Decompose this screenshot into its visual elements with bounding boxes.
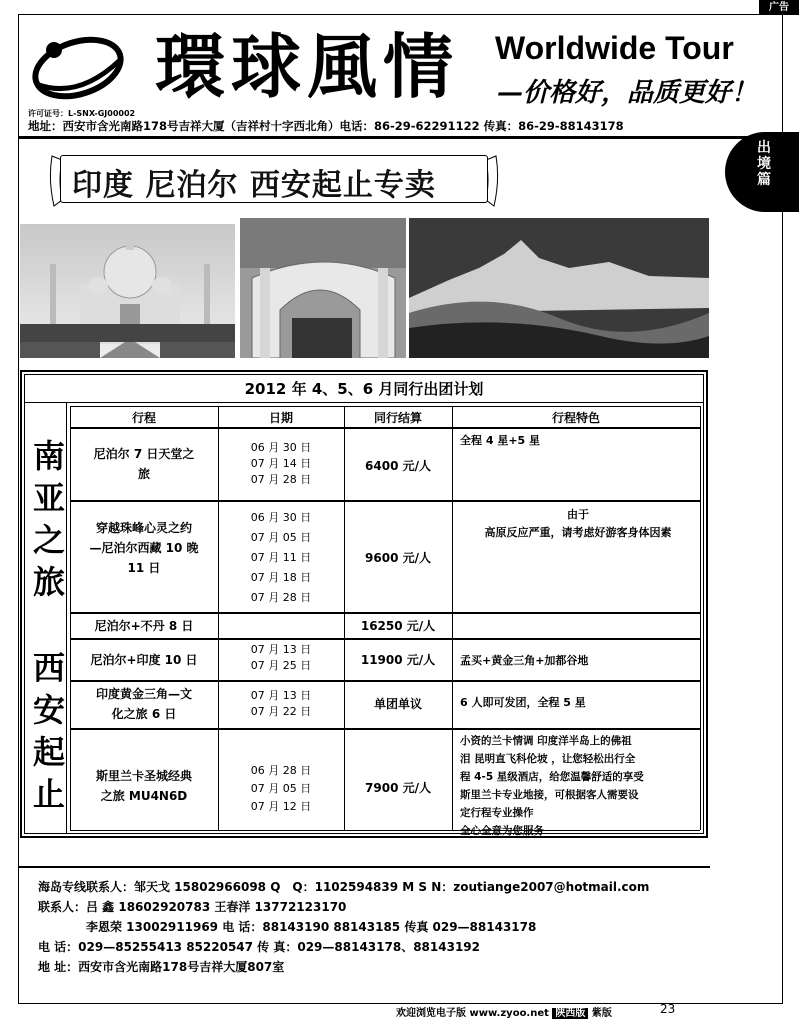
date-line: 07 月 18 日 — [250, 571, 312, 584]
grid-line — [24, 402, 704, 403]
brand-name: 環球風情 — [155, 25, 459, 108]
feature-line: 程 4-5 星级酒店，给您温馨舒适的享受 — [460, 771, 644, 783]
header-divider — [18, 136, 783, 139]
table-title: 2012 年 4、5、6 月同行出团计划 — [244, 380, 484, 398]
date-line: 07 月 25 日 — [250, 659, 312, 672]
route-cell — [74, 766, 214, 806]
price-cell: 16250 元/人 — [360, 619, 436, 633]
feature-line: 6 人即可发团，全程 5 星 — [460, 696, 586, 709]
slogan: —价格好，品质更好！ — [497, 78, 758, 108]
footer-website: 欢迎浏览电子版 www.zyoo.net — [396, 1008, 549, 1019]
route-line: 之旅 MU4N6D — [100, 789, 188, 803]
contact-line: 李恩荣 13002911969 电 话：88143190 88143185 传真 029—88143178 — [38, 920, 537, 934]
side-label-char: 止 — [32, 775, 65, 813]
grid-line — [66, 402, 67, 834]
ad-tag: 广告 — [759, 0, 799, 15]
side-label-char: 安 — [32, 691, 65, 729]
route-line: 旅 — [137, 467, 150, 481]
page-number: 23 — [660, 1002, 676, 1016]
route-cell — [74, 518, 214, 578]
banner-title: 印度 尼泊尔 西安起止专卖 — [72, 168, 436, 203]
date-line: 07 月 13 日 — [250, 689, 312, 702]
section-tab — [725, 132, 799, 212]
contact-line: 海岛专线联系人：邹天戈 15802966098 Q Q：1102594839 M S N：zoutiange2007@hotmail.com — [38, 880, 650, 894]
route-cell — [74, 650, 214, 670]
date-line: 06 月 30 日 — [250, 441, 312, 454]
date-line: 07 月 28 日 — [250, 591, 312, 604]
address-line: 地址：西安市含光南路178号吉祥大厦（吉祥村十字西北角）电话：86-29-62291122 传真：86-29-88143178 — [28, 119, 624, 133]
price-cell: 11900 元/人 — [360, 653, 436, 667]
date-line: 07 月 05 日 — [250, 782, 312, 795]
grid-line — [452, 406, 453, 830]
feature-line: 泪 昆明直飞科伦坡 ，让您轻松出行全 — [460, 753, 636, 765]
header-date: 日期 — [268, 411, 293, 425]
grid-line — [70, 406, 71, 830]
route-line: 斯里兰卡圣城经典 — [95, 769, 192, 783]
contact-line: 电 话：029—85255413 85220547 传 真：029—88143178、88143192 — [38, 940, 480, 954]
date-line: 07 月 14 日 — [250, 457, 312, 470]
date-line: 07 月 11 日 — [250, 551, 312, 564]
route-cell — [74, 444, 214, 484]
section-tab-label: 出境篇 — [757, 140, 771, 188]
feature-line: 全程 4 星+5 星 — [460, 434, 541, 447]
side-label-char: 亚 — [32, 479, 65, 517]
header-price: 同行结算 — [373, 411, 422, 425]
price-cell: 9600 元/人 — [365, 551, 431, 565]
route-line: 尼泊尔 7 日天堂之 — [93, 447, 195, 461]
brand-english: Worldwide Tour — [495, 30, 734, 66]
date-cell — [218, 642, 344, 674]
feature-line: 全心全意为您服务 — [460, 825, 544, 837]
route-line: 尼泊尔+印度 10 日 — [90, 653, 198, 667]
grid-line — [70, 406, 700, 407]
contact-divider — [18, 866, 710, 868]
route-cell — [74, 616, 214, 636]
feature-line: 高原反应严重，请考虑好游客身体因素 — [484, 526, 672, 539]
contact-line: 联系人：吕 鑫 18602920783 王春洋 13772123170 — [38, 900, 347, 914]
features-cell — [460, 652, 696, 670]
features-cell — [460, 694, 696, 712]
header-route: 行程 — [131, 411, 156, 425]
grid-line — [70, 500, 700, 502]
route-line: —尼泊尔西藏 10 晚 — [89, 541, 199, 555]
side-label-char: 旅 — [32, 563, 65, 601]
route-cell — [74, 684, 214, 724]
price-cell: 6400 元/人 — [365, 459, 431, 473]
header-features: 行程特色 — [551, 411, 600, 425]
date-cell — [218, 688, 344, 720]
feature-line: 定行程专业操作 — [460, 807, 534, 819]
features-cell — [460, 732, 698, 840]
price-cell: 单团单议 — [373, 697, 422, 711]
grid-line — [700, 406, 701, 830]
date-cell — [218, 440, 344, 488]
feature-line: 孟买+黄金三角+加都谷地 — [460, 654, 589, 667]
grid-line — [70, 728, 700, 730]
date-line: 07 月 28 日 — [250, 473, 312, 486]
date-line: 07 月 05 日 — [250, 531, 312, 544]
route-line: 11 日 — [127, 561, 161, 575]
globe-logo-icon — [28, 30, 128, 102]
features-cell — [460, 432, 696, 450]
date-line: 06 月 28 日 — [250, 764, 312, 777]
date-line: 07 月 12 日 — [250, 800, 312, 813]
features-cell — [460, 506, 696, 542]
taj-mahal-photo — [20, 224, 235, 358]
side-label-char: 起 — [32, 733, 65, 771]
route-line: 尼泊尔+不丹 8 日 — [94, 619, 194, 633]
license-number: 许可证号：L-SNX-GJ00002 — [28, 109, 136, 118]
side-label-char: 之 — [32, 521, 65, 559]
side-label-char: 南 — [32, 437, 65, 475]
route-line: 化之旅 6 日 — [111, 707, 177, 721]
contact-line: 地 址：西安市含光南路178号吉祥大厦807室 — [38, 960, 285, 974]
edition-badge: 陕西版 — [552, 1008, 588, 1019]
temple-gate-photo — [240, 218, 406, 358]
grid-line — [70, 680, 700, 682]
date-line: 07 月 22 日 — [250, 705, 312, 718]
date-cell — [218, 762, 344, 816]
feature-line: 由于 — [567, 508, 589, 521]
price-cell: 7900 元/人 — [365, 781, 431, 795]
side-label-char: 西 — [32, 649, 65, 687]
route-line: 印度黄金三角—文 — [95, 687, 192, 701]
edition-label: 紫版 — [591, 1008, 612, 1019]
route-line: 穿越珠峰心灵之约 — [95, 521, 192, 535]
grid-line — [70, 638, 700, 640]
feature-line: 斯里兰卡专业地接，可根据客人需要设 — [460, 789, 639, 801]
himalaya-mountains-photo — [409, 218, 709, 358]
grid-line — [70, 612, 700, 614]
feature-line: 小资的兰卡情调 印度洋半岛上的佛祖 — [460, 735, 632, 747]
date-cell — [218, 508, 344, 608]
date-line: 07 月 13 日 — [250, 643, 312, 656]
date-line: 06 月 30 日 — [250, 511, 312, 524]
